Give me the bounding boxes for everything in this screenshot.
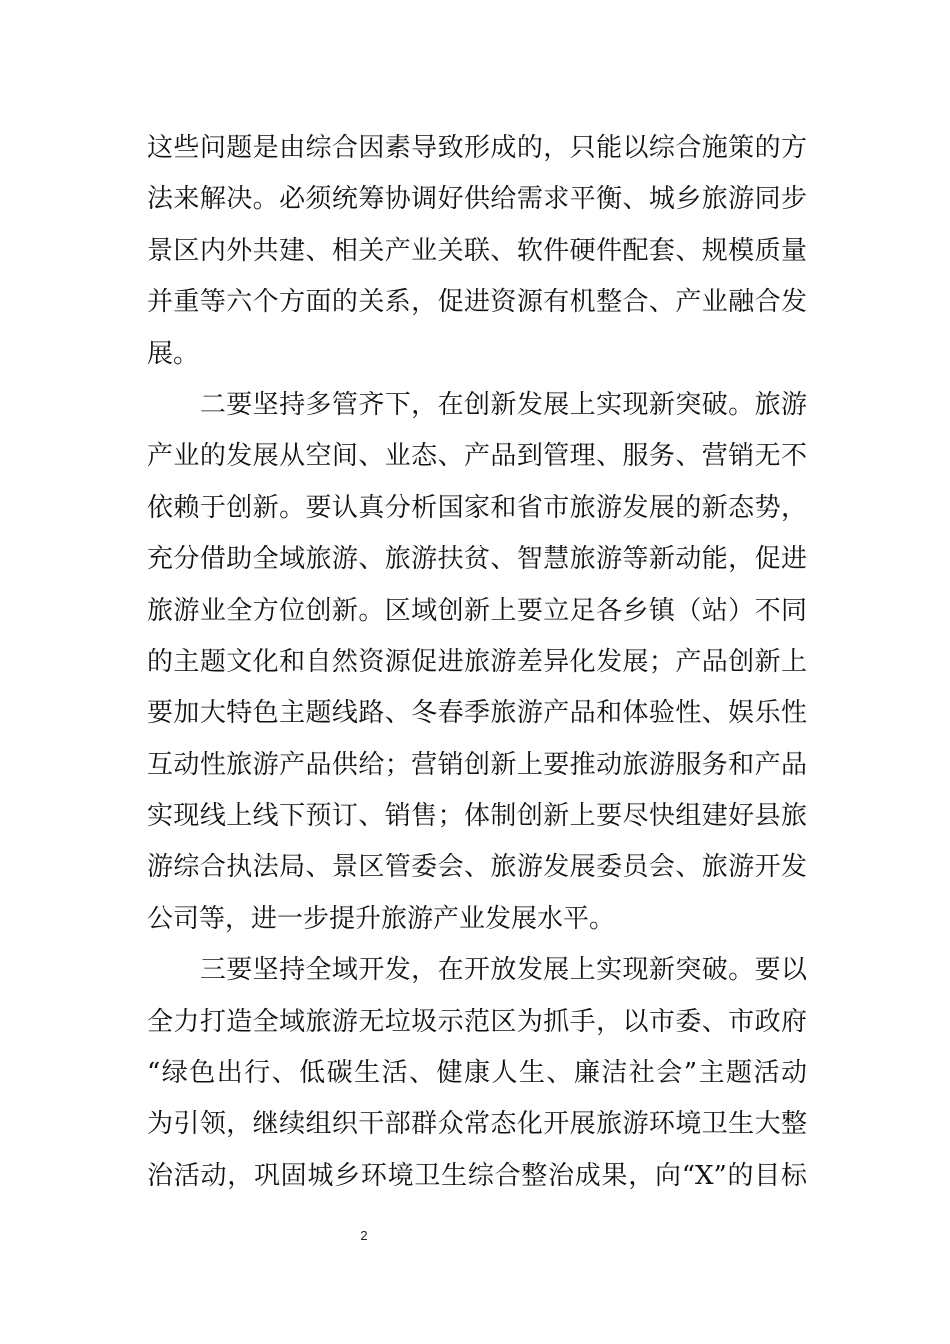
- text-line: 这些问题是由综合因素导致形成的，只能以综合施策的方: [147, 133, 807, 163]
- text-line: 实现线上线下预订、销售；体制创新上要尽快组建好县旅: [147, 801, 807, 832]
- text-line: 并重等六个方面的关系，促进资源有机整合、产业融合发: [147, 287, 807, 318]
- text-line: 依赖于创新。要认真分析国家和省市旅游发展的新态势，: [147, 492, 807, 523]
- text-line: 互动性旅游产品供给；营销创新上要推动旅游服务和产品: [147, 749, 807, 780]
- text-line: “绿色出行、低碳生活、健康人生、廉洁社会”主题活动: [147, 1058, 807, 1089]
- page-number: 2: [360, 1228, 368, 1243]
- document-body: [147, 123, 807, 1202]
- paragraph-start-line: 三要坚持全域开发，在开放发展上实现新突破。要以: [147, 955, 807, 986]
- text-line: 充分借助全域旅游、旅游扶贫、智慧旅游等新动能，促进: [147, 544, 807, 575]
- paragraph-start-line: 二要坚持多管齐下，在创新发展上实现新突破。旅游: [147, 389, 807, 420]
- text-line: 景区内外共建、相关产业关联、软件硬件配套、规模质量: [147, 235, 807, 266]
- text-line: 的主题文化和自然资源促进旅游差异化发展；产品创新上: [147, 646, 807, 677]
- text-line: 展。: [147, 338, 200, 369]
- text-line: 游综合执法局、景区管委会、旅游发展委员会、旅游开发: [147, 852, 807, 883]
- text-line: 产业的发展从空间、业态、产品到管理、服务、营销无不: [147, 441, 807, 472]
- text-line: 治活动，巩固城乡环境卫生综合整治成果，向“X”的目标: [147, 1160, 807, 1191]
- text-line: 公司等，进一步提升旅游产业发展水平。: [147, 903, 616, 934]
- text-line: 旅游业全方位创新。区域创新上要立足各乡镇（站）不同: [147, 595, 807, 626]
- text-line: 为引领，继续组织干部群众常态化开展旅游环境卫生大整: [147, 1109, 807, 1140]
- text-line: 全力打造全域旅游无垃圾示范区为抓手，以市委、市政府: [147, 1006, 807, 1037]
- text-line: 要加大特色主题线路、冬春季旅游产品和体验性、娱乐性: [147, 698, 807, 729]
- text-line: 法来解决。必须统筹协调好供给需求平衡、城乡旅游同步: [147, 184, 807, 215]
